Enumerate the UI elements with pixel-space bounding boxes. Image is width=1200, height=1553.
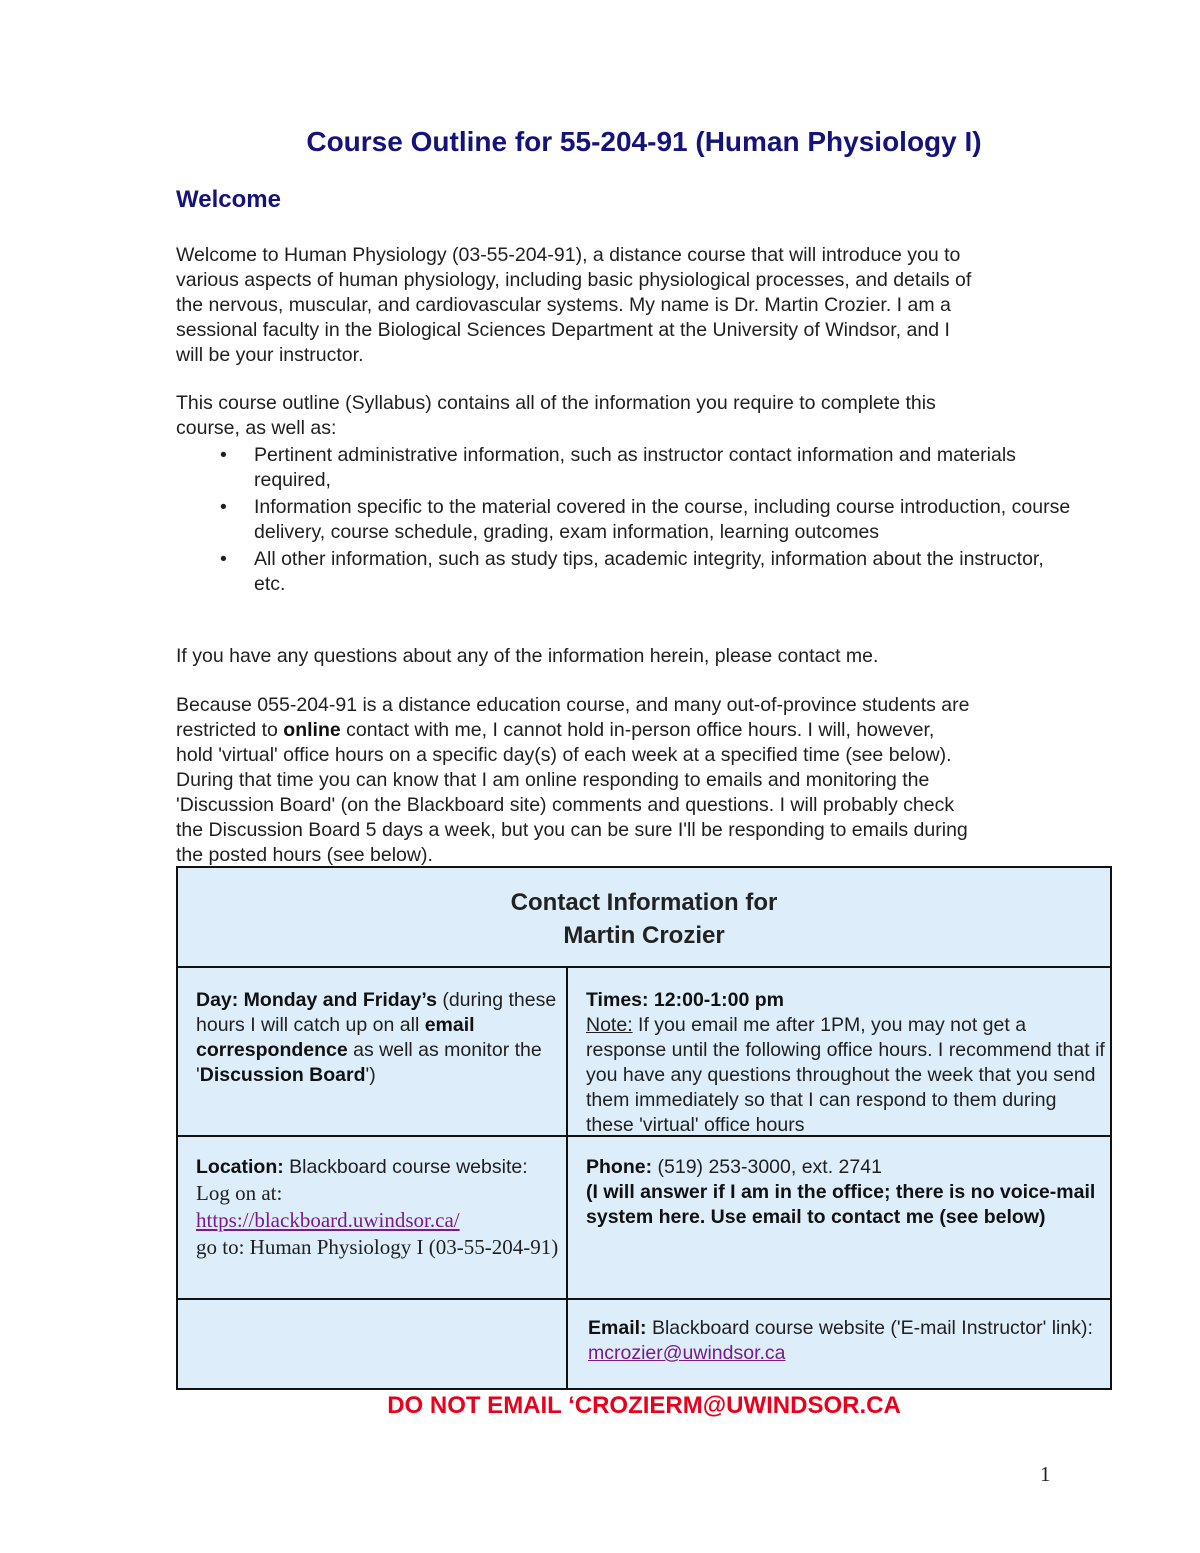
contact-table-header	[178, 868, 1110, 968]
table-divider-vertical	[566, 1300, 568, 1388]
email-link[interactable]: mcrozier@uwindsor.ca	[588, 1342, 786, 1364]
goto-text: go to: Human Physiology I (03-55-204-91)	[196, 1235, 559, 1259]
list-item-text: Pertinent administrative information, such as instructor contact information and materials required,	[254, 444, 1016, 491]
welcome-paragraph	[176, 243, 1076, 368]
intro-line: sessional faculty in the Biological Sciences Department at the University of Windsor, and I	[176, 319, 950, 341]
note-text: If you email me after 1PM, you may not get a response until the following office hours. I recommend that if you have any questions throughout the week that you send them immediately so that I can respond to them during these 'virtual' office hours	[586, 1014, 1105, 1136]
email-label: Email:	[588, 1317, 647, 1339]
location-label: Location:	[196, 1156, 284, 1178]
online-emphasis: online	[283, 719, 341, 741]
phone-label: Phone:	[586, 1156, 653, 1178]
list-item	[176, 495, 1076, 545]
intro-line: Welcome to Human Physiology (03-55-204-91), a distance course that will introduce you to	[176, 244, 961, 266]
distance-paragraph	[176, 693, 1076, 868]
phone-number: (519) 253-3000, ext. 2741	[652, 1156, 882, 1178]
email-correspondence-emphasis: email correspondence	[196, 1014, 475, 1061]
contact-header-name: Martin Crozier	[563, 922, 725, 949]
table-divider-horizontal	[178, 1298, 1110, 1300]
intro-line: various aspects of human physiology, including basic physiological processes, and details of	[176, 269, 972, 291]
distance-line: the posted hours (see below).	[176, 844, 433, 866]
email-text-block	[570, 1316, 1100, 1366]
phone-note: (I will answer if I am in the office; there is no voice-mail system here. Use email to contact me (see below)	[586, 1181, 1096, 1228]
office-times-cell	[586, 988, 1106, 1138]
phone-cell	[586, 1155, 1106, 1230]
location-cell	[196, 1155, 566, 1261]
email-warning: DO NOT EMAIL ‘CROZIERM@UWINDSOR.CA	[387, 1392, 901, 1419]
outline-paragraph	[176, 391, 1076, 441]
intro-line: the nervous, muscular, and cardiovascular systems. My name is Dr. Martin Crozier. I am a	[176, 294, 951, 316]
page-title: Course Outline for 55-204-91 (Human Physiology I)	[306, 126, 982, 157]
distance-line: restricted to	[176, 719, 284, 741]
times-label: Times: 12:00-1:00 pm	[586, 989, 784, 1011]
blackboard-link[interactable]: https://blackboard.uwindsor.ca/	[196, 1208, 460, 1232]
outline-bullet-list	[176, 443, 1076, 599]
contact-info-table	[176, 866, 1112, 1390]
table-divider-vertical	[566, 968, 568, 1300]
day-text: (during these hours I will catch up on all	[196, 989, 557, 1036]
bullet-icon: •	[220, 444, 227, 466]
office-day-cell	[196, 988, 566, 1088]
page-number: 1	[1040, 1462, 1051, 1486]
note-label: Note:	[586, 1014, 633, 1036]
distance-line: hold 'virtual' office hours on a specific day(s) of each week at a specified time (see below).	[176, 744, 952, 766]
contact-header-line: Contact Information for	[510, 889, 778, 916]
logon-text: Log on at:	[196, 1181, 283, 1205]
location-text: Blackboard course website:	[283, 1156, 528, 1178]
list-item-text: All other information, such as study tips, academic integrity, information about the instructor, etc.	[254, 548, 1044, 595]
distance-line: Because 055-204-91 is a distance education course, and many out-of-province students are	[176, 694, 970, 716]
email-text: Blackboard course website ('E-mail Instructor' link):	[646, 1317, 1093, 1339]
bullet-icon: •	[220, 548, 227, 570]
list-item-text: Information specific to the material covered in the course, including course introduction, course delivery, course schedule, grading, exam information, learning outcomes	[254, 496, 1071, 543]
day-label: Day: Monday and Friday’s	[196, 989, 437, 1011]
welcome-heading: Welcome	[176, 186, 281, 213]
distance-line: 'Discussion Board' (on the Blackboard site) comments and questions. I will probably check	[176, 794, 955, 816]
discussion-board-emphasis: Discussion Board	[199, 1064, 366, 1086]
distance-line: contact with me, I cannot hold in-person office hours. I will, however,	[340, 719, 935, 741]
list-item	[176, 443, 1076, 493]
bullet-icon: •	[220, 496, 227, 518]
intro-line: will be your instructor.	[176, 344, 364, 366]
day-text: ')	[365, 1064, 376, 1086]
outline-line: This course outline (Syllabus) contains all of the information you require to complete this	[176, 392, 936, 414]
day-text: as well as monitor the '	[196, 1039, 542, 1086]
outline-line: course, as well as:	[176, 417, 337, 439]
list-item	[176, 547, 1076, 597]
email-cell	[570, 1316, 1100, 1366]
questions-paragraph: If you have any questions about any of the information herein, please contact me.	[176, 645, 879, 667]
distance-line: the Discussion Board 5 days a week, but you can be sure I'll be responding to emails during	[176, 819, 968, 841]
distance-line: During that time you can know that I am online responding to emails and monitoring the	[176, 769, 930, 791]
